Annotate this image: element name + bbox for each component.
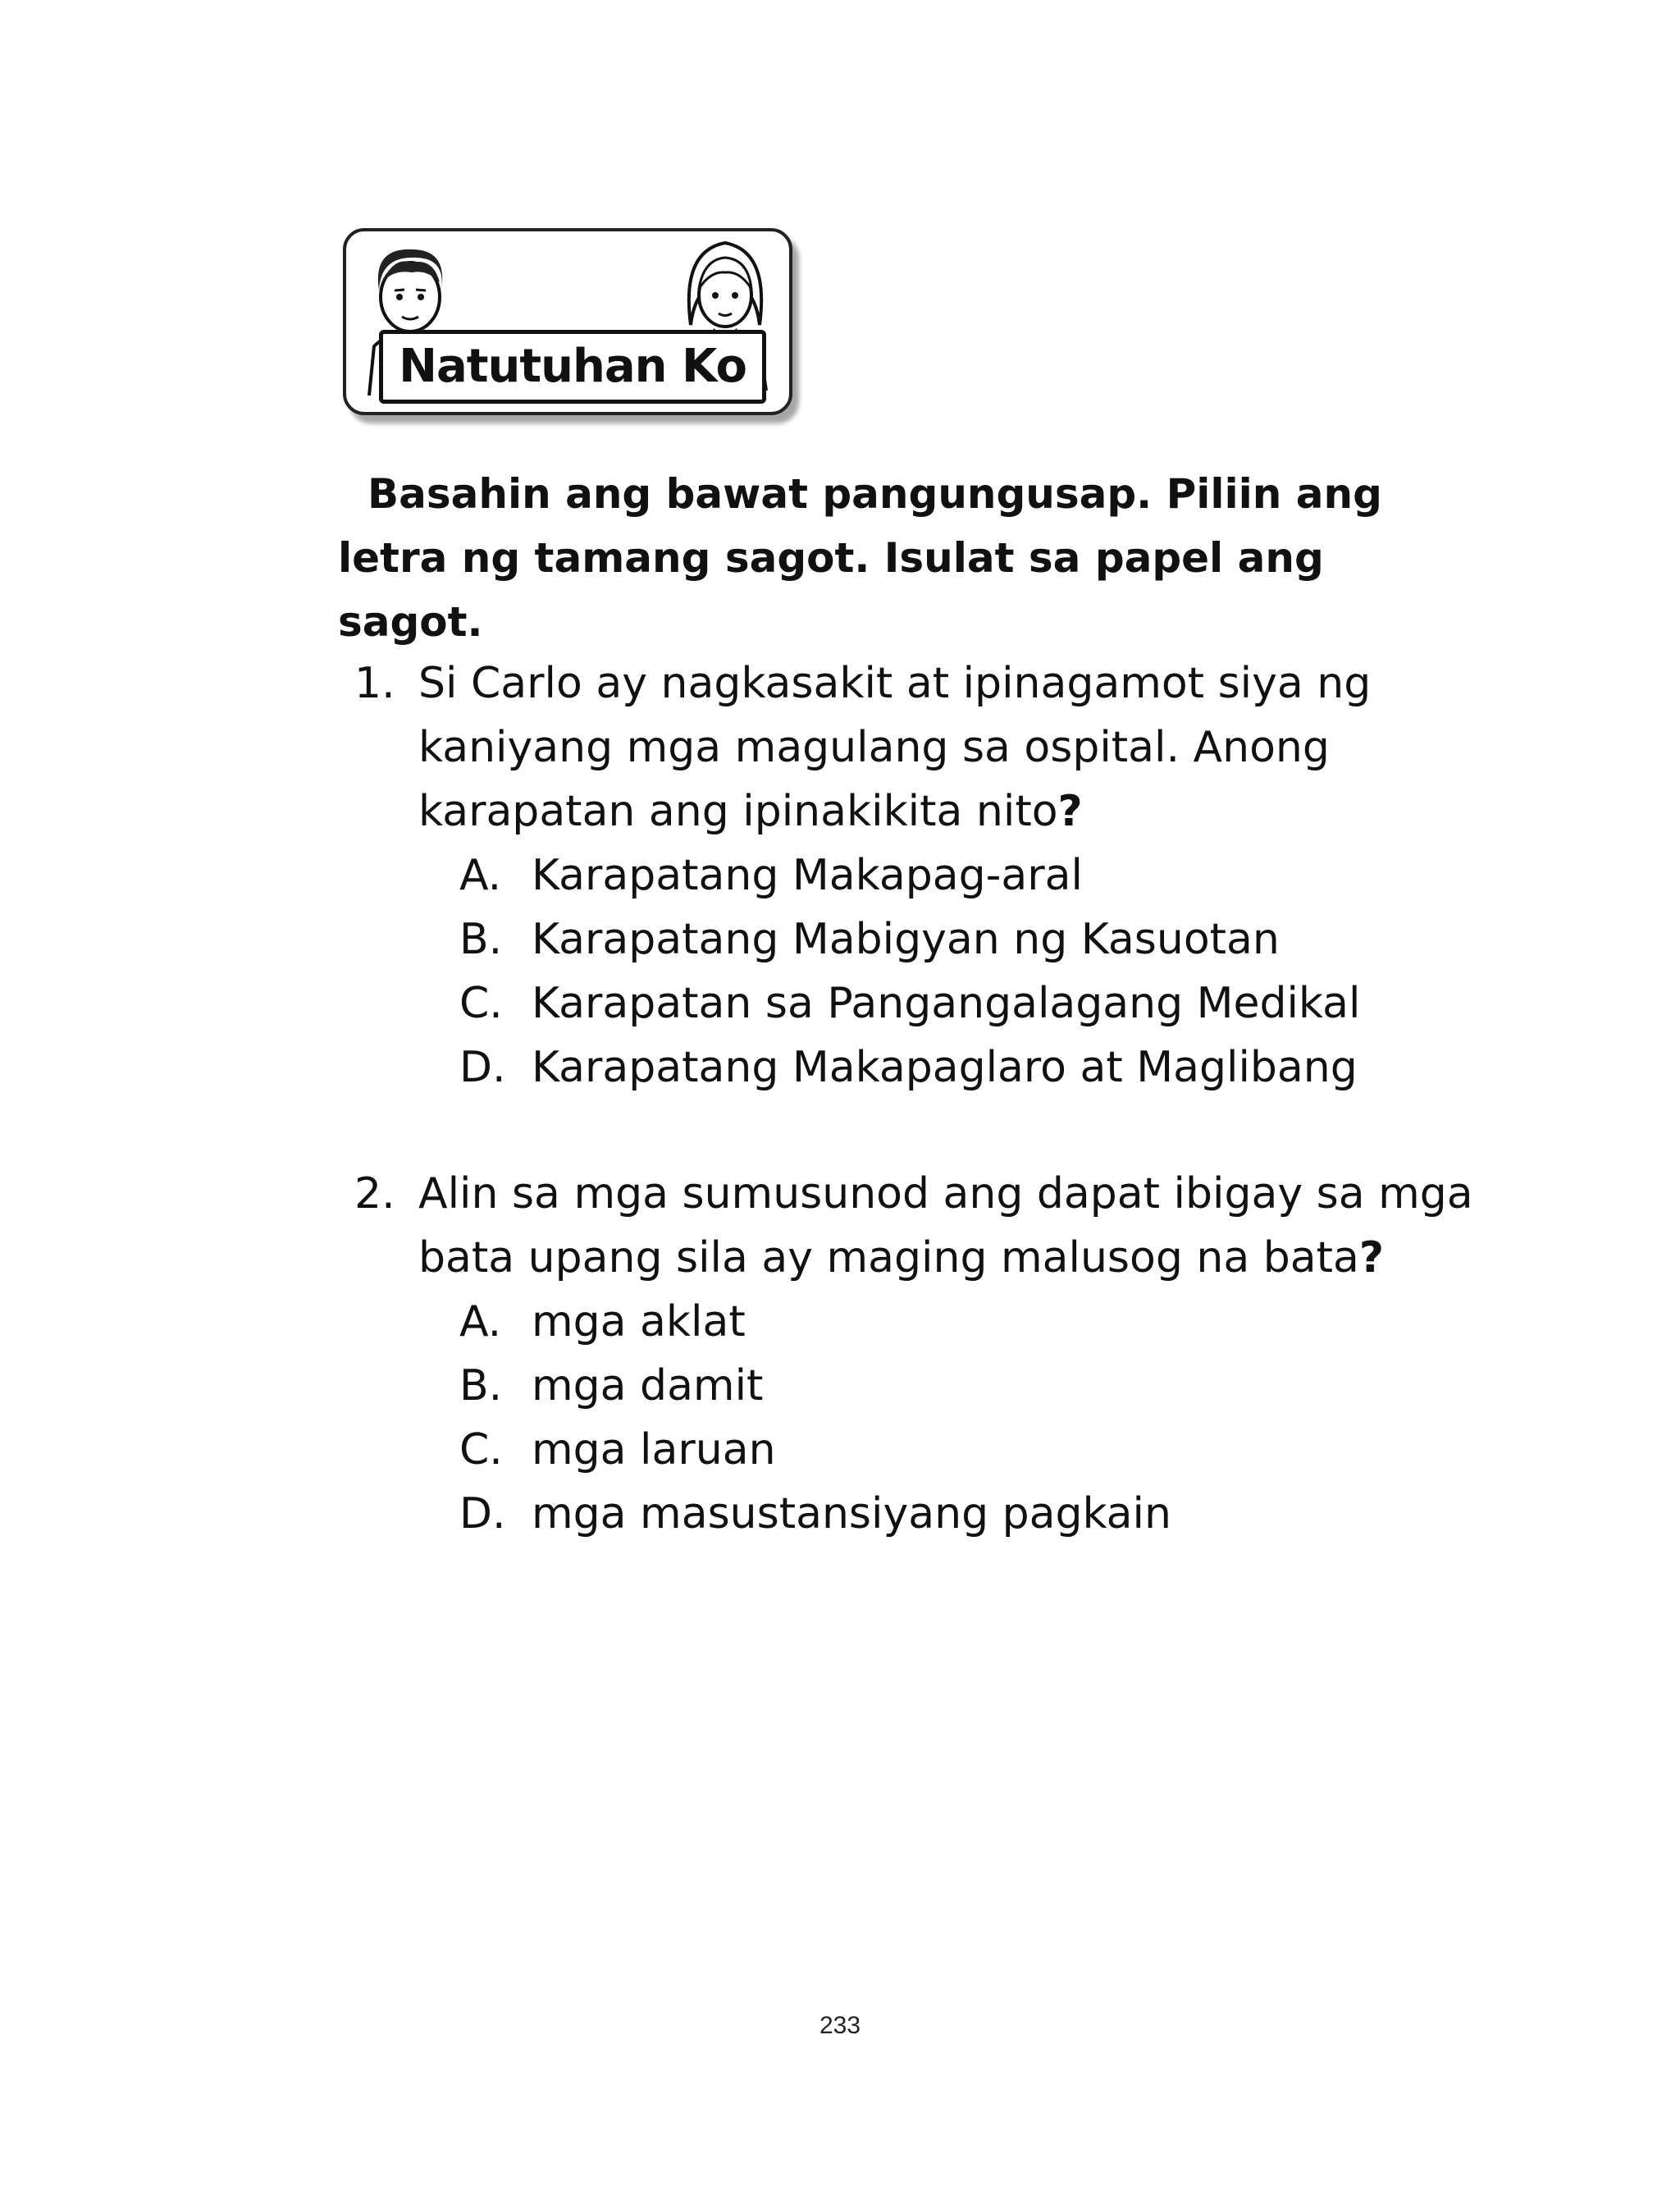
choice-letter: B. xyxy=(459,1361,503,1410)
choice-letter: C. xyxy=(459,1425,503,1474)
choice-c[interactable] xyxy=(354,1418,1486,1482)
page-number: 233 xyxy=(819,2012,861,2039)
question-2 xyxy=(354,1162,1486,1546)
question-text: Si Carlo ay nagkasakit at ipinagamot siya ng kaniyang mga magulang sa ospital. Anong karapatan ang ipinakikita nito? xyxy=(418,659,1372,836)
question-number: 1. xyxy=(354,659,395,708)
choice-text: mga damit xyxy=(532,1361,764,1410)
question-1 xyxy=(354,652,1486,1100)
question-mark: ? xyxy=(1358,1233,1385,1282)
choice-a[interactable] xyxy=(354,844,1486,908)
instructions: Basahin ang bawat pangungusap. Piliin ang letra ng tamang sagot. Isulat sa papel ang sagot. xyxy=(338,470,1382,646)
choice-d[interactable] xyxy=(354,1482,1486,1546)
choice-d[interactable] xyxy=(354,1036,1486,1100)
question-text: Alin sa mga sumusunod ang dapat ibigay sa mga bata upang sila ay maging malusog na bata? xyxy=(418,1169,1473,1282)
choice-text: Karapatan sa Pangangalagang Medikal xyxy=(532,979,1361,1028)
question-mark: ? xyxy=(1057,787,1083,836)
choice-list xyxy=(354,844,1486,1100)
choice-list xyxy=(354,1290,1486,1546)
choice-letter: D. xyxy=(459,1489,506,1538)
choice-letter: A. xyxy=(459,1297,502,1346)
choice-text: Karapatang Makapag-aral xyxy=(532,851,1083,900)
question-number: 2. xyxy=(354,1169,395,1218)
choice-text: Karapatang Mabigyan ng Kasuotan xyxy=(532,915,1280,964)
choice-letter: A. xyxy=(459,851,502,900)
choice-c[interactable] xyxy=(354,972,1486,1036)
banner-title-box xyxy=(379,330,766,404)
choice-text: mga laruan xyxy=(532,1425,776,1474)
section-banner xyxy=(343,228,791,415)
choice-b[interactable] xyxy=(354,908,1486,972)
choice-a[interactable] xyxy=(354,1290,1486,1354)
choice-text: mga aklat xyxy=(532,1297,746,1346)
choice-letter: C. xyxy=(459,979,503,1028)
choice-letter: B. xyxy=(459,915,503,964)
choice-text: mga masustansiyang pagkain xyxy=(532,1489,1171,1538)
choice-text: Karapatang Makapaglaro at Maglibang xyxy=(532,1043,1358,1092)
choice-b[interactable] xyxy=(354,1354,1486,1418)
choice-letter: D. xyxy=(459,1043,506,1092)
banner-title: Natutuhan Ko xyxy=(399,340,746,393)
